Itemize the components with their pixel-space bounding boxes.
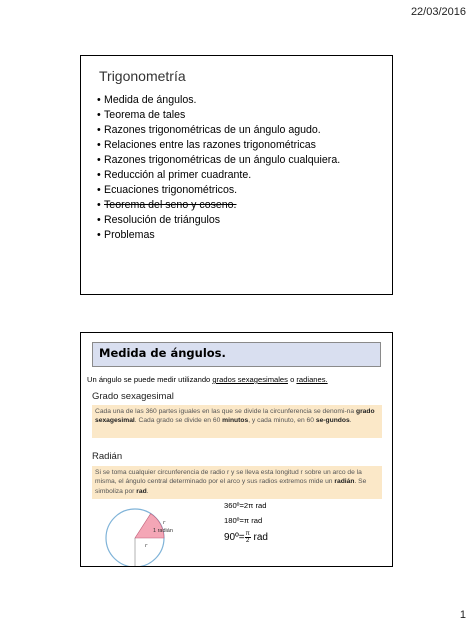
grado-bold-1: grado sexagesimal <box>95 408 375 425</box>
radian-text-1: Si se toma cualquier circunferencia de radio r y se lleva esta longitud r sobre un arco de la misma, el ángulo central determinado por el arco y sus radios extremos mide un <box>95 469 362 486</box>
formula-90 <box>224 531 268 544</box>
bullet-icon: • <box>97 124 101 136</box>
topic-list-item <box>97 153 340 168</box>
grado-title: Grado sexagesimal <box>92 391 174 402</box>
topic-list-item <box>97 123 340 138</box>
grado-text-4: . <box>349 417 352 425</box>
slide-trigonometria <box>80 55 393 295</box>
link-grados-sexagesimales: grados sexagesimales <box>212 375 288 384</box>
grado-text-2: . Cada grado se divide en 60 <box>134 417 223 425</box>
radius-label-2: r <box>145 543 148 549</box>
topic-list-item <box>97 168 340 183</box>
bullet-icon: • <box>97 94 101 106</box>
topic-label: Medida de ángulos. <box>104 94 197 106</box>
topic-list-item <box>97 213 340 228</box>
radian-title: Radián <box>92 451 123 462</box>
bullet-icon: • <box>97 139 101 151</box>
date-header: 22/03/2016 <box>410 6 466 18</box>
topic-label: Teorema de tales <box>104 109 186 121</box>
bullet-icon: • <box>97 184 101 196</box>
radian-figure <box>95 500 185 566</box>
topic-label: Razones trigonométricas de un ángulo cualquiera. <box>104 154 341 166</box>
slide-title: Trigonometría <box>99 68 186 84</box>
page-number: 1 <box>459 609 466 621</box>
fraction-numerator: π <box>245 531 250 537</box>
fraction-denominator: 2 <box>246 538 250 544</box>
radian-definition <box>92 466 382 499</box>
radian-bold-2: rad <box>136 487 147 495</box>
topic-label: Reducción al primer cuadrante. <box>104 169 252 181</box>
topic-list-item <box>97 228 340 243</box>
topic-list <box>97 93 340 243</box>
formula-90-right: rad <box>250 532 268 544</box>
bullet-icon: • <box>97 109 101 121</box>
topic-list-item <box>97 183 340 198</box>
topic-label: Resolución de triángulos <box>104 214 221 226</box>
grado-text-3: , y cada minuto, en 60 <box>248 417 316 425</box>
topic-label: Relaciones entre las razones trigonométricas <box>104 139 316 151</box>
radian-bold-1: radián <box>334 478 355 486</box>
grado-bold-3: se-gundos <box>315 417 350 425</box>
topic-label: Teorema del seno y coseno. <box>104 199 237 211</box>
formula-360: 360º=2π rad <box>224 501 267 510</box>
topic-label: Ecuaciones trigonométricos. <box>104 184 238 196</box>
bullet-icon: • <box>97 169 101 181</box>
intro-prefix: Un ángulo se puede medir utilizando <box>87 375 213 384</box>
grado-text-1: Cada una de las 360 partes iguales en las que se divide la circunferencia se denomi-na <box>95 408 356 415</box>
radian-sector <box>135 514 164 538</box>
bullet-icon: • <box>97 199 101 211</box>
intro-text <box>87 375 328 384</box>
slide-header-title: Medida de ángulos. <box>99 346 226 360</box>
formula-90-left: 90º= <box>224 532 245 544</box>
formula-180: 180º=π rad <box>224 516 263 525</box>
topic-list-item <box>97 93 340 108</box>
link-radianes: radianes. <box>296 375 328 384</box>
grado-bold-2: minutos <box>222 417 249 425</box>
topic-list-item <box>97 108 340 123</box>
intro-middle: o <box>287 375 297 384</box>
topic-list-item <box>97 198 340 213</box>
bullet-icon: • <box>97 229 101 241</box>
radian-circle-diagram <box>95 500 185 566</box>
slide-header <box>92 342 381 367</box>
radius-label-1: r <box>163 520 166 526</box>
radian-label: 1 radián <box>153 528 173 534</box>
bullet-icon: • <box>97 154 101 166</box>
grado-definition <box>92 405 382 438</box>
radian-text-3: . <box>146 487 149 495</box>
topic-label: Razones trigonométricas de un ángulo agudo. <box>104 124 321 136</box>
slide-medida-angulos <box>80 332 393 567</box>
radian-text-2: . Se simboliza por <box>95 478 367 495</box>
topic-list-item <box>97 138 340 153</box>
bullet-icon: • <box>97 214 101 226</box>
topic-label: Problemas <box>104 229 155 241</box>
